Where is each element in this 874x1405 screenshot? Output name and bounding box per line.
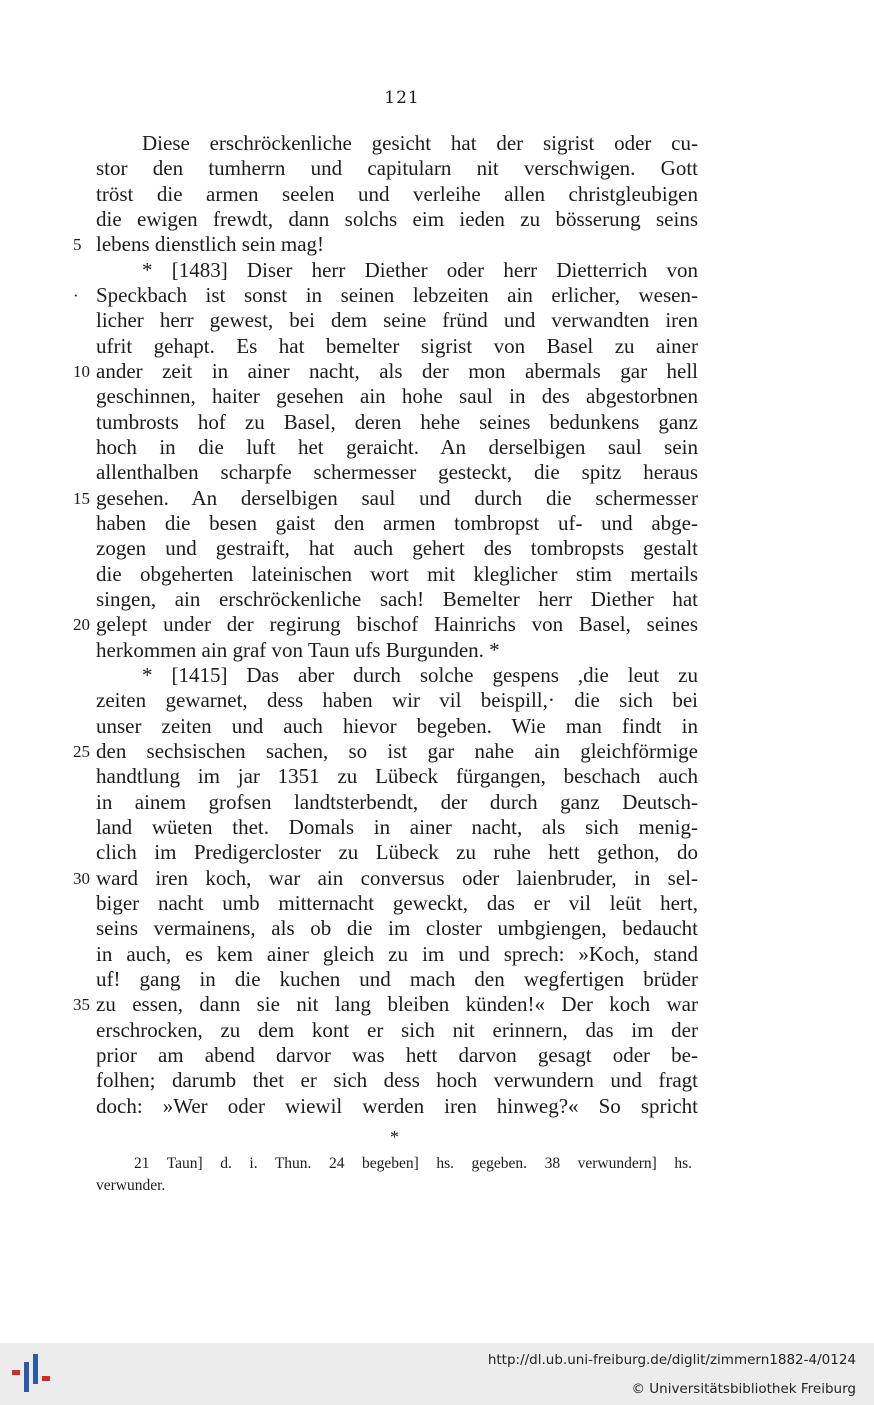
text-line: land wüeten thet. Domals in ainer nacht, als sich menig- [96,815,698,839]
text-line: ufrit gehapt. Es hat bemelter sigrist von Basel zu ainer [96,334,698,358]
text-line: tröst die armen seelen und verleihe allen christgleubigen [96,182,698,206]
line-number: 25 [73,742,90,761]
text-line: prior am abend darvor was hett darvon gesagt oder be- [96,1043,698,1067]
text-line: zeiten gewarnet, dess haben wir vil beispill,· die sich bei [96,688,698,712]
text-line: tumbrosts hof zu Basel, deren hehe seines bedunkens ganz [96,410,698,434]
text-line: den sechsischen sachen, so ist gar nahe ain gleichförmige [96,739,698,763]
text-line: lebens dienstlich sein mag! [96,232,325,256]
text-line: gelept under der regirung bischof Hainrichs von Basel, seines [96,612,698,636]
text-line: uf! gang in die kuchen und mach den wegfertigen brüder [96,967,698,991]
text-line: * [1483] Diser herr Diether oder herr Dietterrich von [142,258,698,282]
text-line: die ewigen frewdt, dann solchs eim ieden zu bösserung seins [96,207,698,231]
text-line: gesehen. An derselbigen saul und durch die schermesser [96,486,698,510]
text-line: handtlung im jar 1351 zu Lübeck fürgangen, beschach auch [96,764,698,788]
line-number: 20 [73,615,90,634]
text-line: geschinnen, haiter gesehen ain hohe saul in des abgestorbnen [96,384,698,408]
text-line: folhen; darumb thet er sich dess hoch verwundern und fragt [96,1068,698,1092]
text-line: in auch, es kem ainer gleich zu im und sprech: »Koch, stand [96,942,698,966]
text-line: herkommen ain graf von Taun ufs Burgunden. * [96,638,500,662]
library-logo-icon [10,1352,56,1398]
text-line: clich im Predigercloster zu Lübeck zu ruhe hett gethon, do [96,840,698,864]
text-line: haben die besen gaist den armen tombropst uf- und abge- [96,511,698,535]
text-line: zogen und gestraift, hat auch gehert des tombropsts gestalt [96,536,698,560]
text-line: biger nacht umb mitternacht geweckt, das er vil leüt hert, [96,891,698,915]
text-line: ward iren koch, war ain conversus oder laienbruder, in sel- [96,866,698,890]
text-line: allenthalben scharpfe schermesser gesteckt, die spitz heraus [96,460,698,484]
line-number: · [73,286,79,305]
footer-copyright: © Universitätsbibliothek Freiburg [631,1381,856,1397]
text-line: in ainem grofsen landtsterbendt, der durch ganz Deutsch- [96,790,698,814]
text-line: ander zeit in ainer nacht, als der mon abermals gar hell [96,359,698,383]
text-line: hoch in die luft het geraicht. An derselbigen saul sein [96,435,698,459]
text-line: seins vermainens, als ob die im closter umbgiengen, bedaucht [96,916,698,940]
text-line: licher herr gewest, bei dem seine fründ und verwandten iren [96,308,698,332]
line-number: 30 [73,869,90,888]
text-line: * [1415] Das aber durch solche gespens ,die leut zu [142,663,698,687]
text-line: zu essen, dann sie nit lang bleiben künden!« Der koch war [96,992,698,1016]
line-number: 5 [73,235,82,254]
line-number: 35 [73,995,90,1014]
text-line: erschrocken, zu dem kont er sich nit erinnern, das im der [96,1018,698,1042]
text-line: doch: »Wer oder wiewil werden iren hinweg?« So spricht [96,1094,698,1118]
text-line: unser zeiten und auch hievor begeben. Wie man findt in [96,714,698,738]
text-line: singen, ain erschröckenliche sach! Bemelter herr Diether hat [96,587,698,611]
line-number: 15 [73,489,90,508]
footnote-line-2: verwunder. [96,1177,166,1194]
line-number: 10 [73,362,90,381]
footnote-line-1: 21 Taun] d. i. Thun. 24 begeben] hs. gegeben. 38 verwundern] hs. [134,1155,692,1172]
text-line: Speckbach ist sonst in seinen lebzeiten ain erlicher, wesen- [96,283,698,307]
text-line: die obgeherten lateinischen wort mit kleglicher stim mertails [96,562,698,586]
footer-url[interactable]: http://dl.ub.uni-freiburg.de/diglit/zimmern1882-4/0124 [487,1352,856,1368]
text-line: stor den tumherrn und capitularn nit verschwigen. Gott [96,156,698,180]
footnote-separator: * [390,1127,399,1147]
page-number: 121 [384,88,420,108]
text-line: Diese erschröckenliche gesicht hat der sigrist oder cu- [142,131,698,155]
